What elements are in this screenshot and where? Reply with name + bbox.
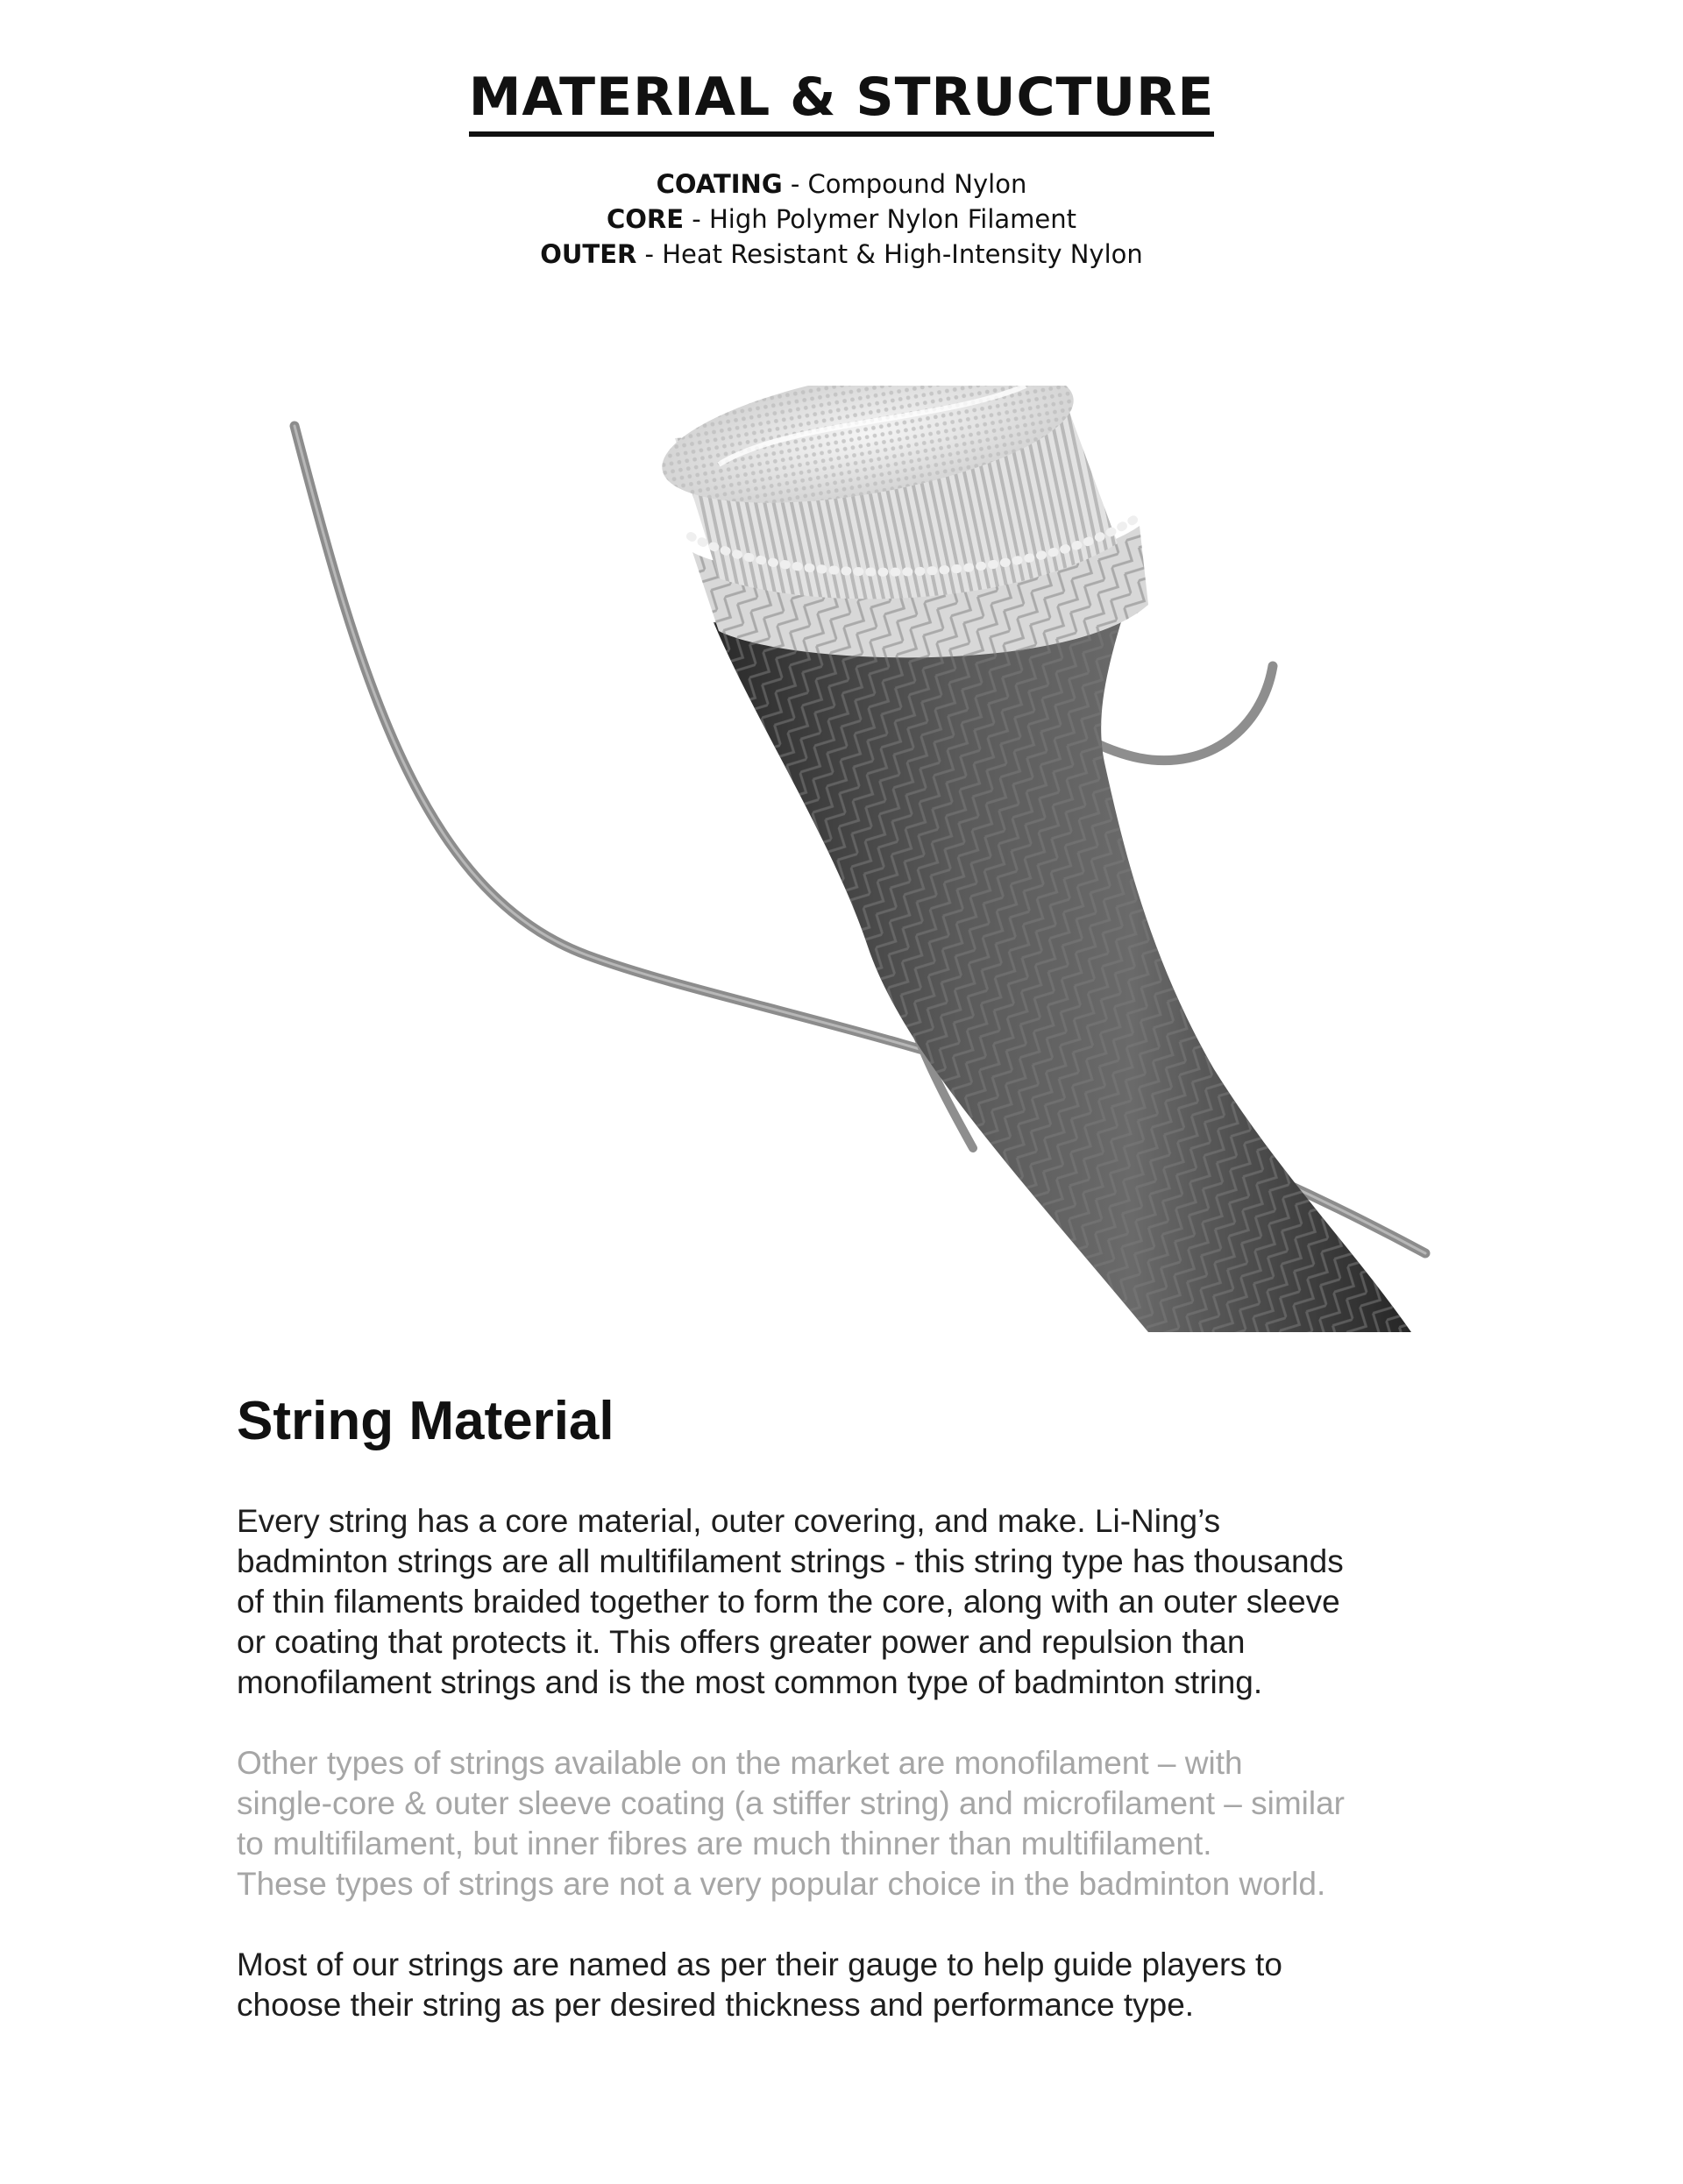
paragraph-line: to multifilament, but inner fibres are much thinner than multifilament. <box>237 1826 1212 1862</box>
paragraph-line: Most of our strings are named as per their gauge to help guide players to <box>237 1946 1282 1983</box>
material-separator: - <box>684 204 709 234</box>
paragraph-line: Other types of strings available on the market are monofilament – with <box>237 1745 1243 1782</box>
string-material-section <box>237 1389 1464 2066</box>
material-row-coating <box>0 167 1683 202</box>
header <box>0 68 1683 272</box>
paragraph-line: of thin filaments braided together to form the core, along with an outer sleeve <box>237 1584 1340 1620</box>
paragraph-line: or coating that protects it. This offers greater power and repulsion than <box>237 1624 1246 1661</box>
string-cross-section-illustration <box>263 386 1438 1332</box>
paragraph-line: single-core & outer sleeve coating (a stiffer string) and microfilament – similar <box>237 1785 1345 1822</box>
paragraph-other-types <box>237 1743 1464 1904</box>
material-row-outer <box>0 237 1683 272</box>
paragraph-line: monofilament strings and is the most common type of badminton string. <box>237 1664 1263 1701</box>
materials-list <box>0 167 1683 272</box>
paragraph-line: badminton strings are all multifilament strings - this string type has thousands <box>237 1543 1344 1580</box>
paragraph-line: These types of strings are not a very popular choice in the badminton world. <box>237 1866 1326 1903</box>
material-separator: - <box>636 239 663 269</box>
material-separator: - <box>782 169 808 199</box>
paragraph-line: choose their string as per desired thickness and performance type. <box>237 1987 1195 2024</box>
material-key: CORE <box>606 204 685 234</box>
paragraph-multifilament <box>237 1501 1464 1703</box>
paragraph-gauge <box>237 1945 1464 2025</box>
material-key: COATING <box>656 169 783 199</box>
section-title: String Material <box>237 1391 614 1451</box>
material-value: High Polymer Nylon Filament <box>708 204 1077 234</box>
material-value: Compound Nylon <box>807 169 1027 199</box>
string-cross-section-icon <box>263 386 1438 1332</box>
material-value: Heat Resistant & High-Intensity Nylon <box>662 239 1143 269</box>
paragraph-line: Every string has a core material, outer covering, and make. Li-Ning’s <box>237 1503 1221 1540</box>
material-row-core <box>0 202 1683 237</box>
material-key: OUTER <box>540 239 637 269</box>
page-title: MATERIAL & STRUCTURE <box>469 68 1215 137</box>
